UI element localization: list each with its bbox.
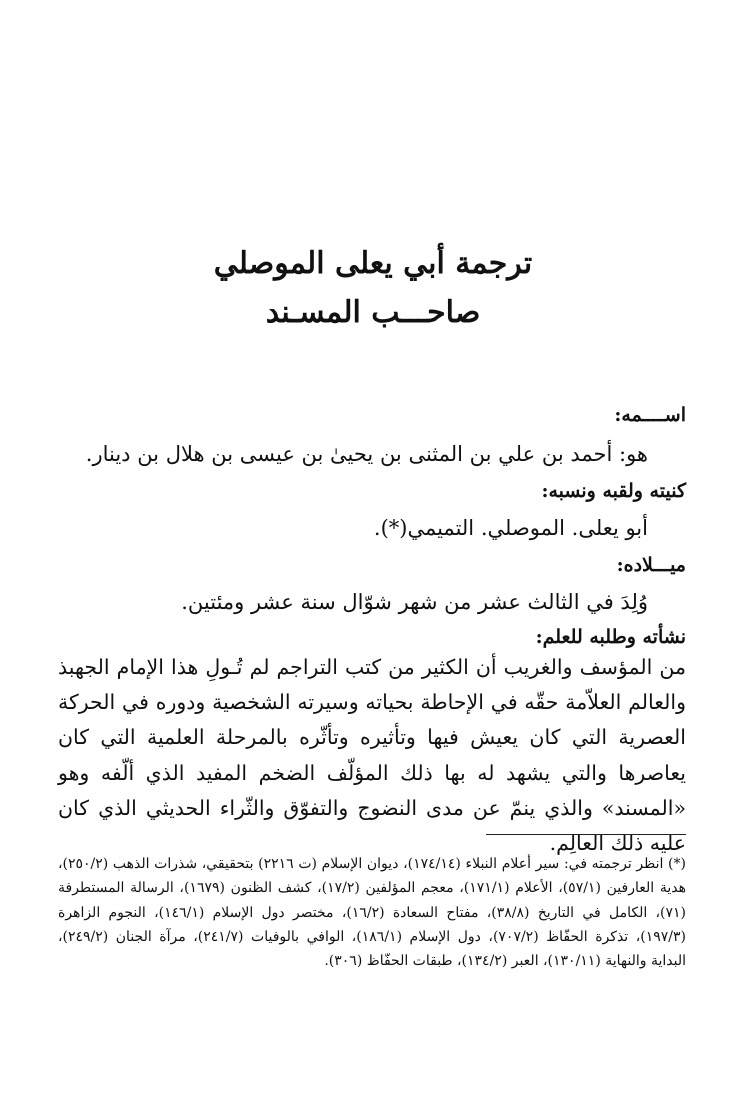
page-subtitle: صاحـــب المسـند — [265, 295, 481, 330]
footnote-divider — [486, 834, 686, 835]
section-text-birth: وُلِدَ في الثالث عشر من شهر شوّال سنة عشر ومئتين. — [181, 590, 648, 614]
section-text-name: هو: أحمد بن علي بن المثنى بن يحيىٰ بن عيسى بن هلال بن دينار. — [85, 442, 648, 466]
section-heading-upbringing: نشأته وطلبه للعلم: — [535, 626, 686, 648]
page-title: ترجمة أبي يعلى الموصلي — [213, 246, 533, 281]
section-heading-birth: ميـــلاده: — [616, 554, 686, 576]
section-text-kunya: أبو يعلى. الموصلي. التميمي(*). — [373, 516, 648, 540]
section-heading-name: اســــمه: — [614, 404, 686, 426]
section-heading-kunya: كنيته ولقبه ونسبه: — [541, 480, 686, 502]
footnote: (*) انظر ترجمته في: سير أعلام النبلاء (١٧٤/١٤)، ديوان الإسلام (ت ٢٢١٦) بتحقيقي، شذرات الذهب (٢٥٠/٢)، هدية العارفين (٥٧/١)، الأعلام (١٧١/١)، معجم المؤلفين (١٧/٢)، كشف الظنون (١٦٧٩)، الرسالة المستطرفة (٧١)، الكامل في التاريخ (٣٨/٨)، مفتاح السعادة (١٦/٢)، مختصر دول الإسلام (١٤٦/١)، النجوم الزاهرة (١٩٧/٣)، تذكرة الحفّاظ (٧٠٧/٢)، دول الإسلام (١٨٦/١)، الوافي بالوفيات (٢٤١/٧)، مرآة الجنان (٢٤٩/٢)، البداية والنهاية (١٣٠/١١)، العبر (١٣٤/٢)، طبقات الحفّاظ (٣٠٦). — [58, 856, 686, 970]
section-paragraph-upbringing: من المؤسف والغريب أن الكثير من كتب التراجم لم تُـولِ هذا الإمام الجهبذ والعالم العلاّمة حقّه في الإحاطة بحياته وسيرته الشخصية ودوره في الحركة العصرية التي كان يعيش فيها وتأثيره وتأثّره بالمرحلة العلمية التي كان يعاصرها والتي يشهد له بها ذلك المؤلّف الضخم المفيد الذي ألّفه وهو «المسند» والذي ينمّ عن مدى النضوج والتفوّق والثّراء الحديثي الذي كان عليه ذلك العالِم. — [58, 655, 686, 856]
